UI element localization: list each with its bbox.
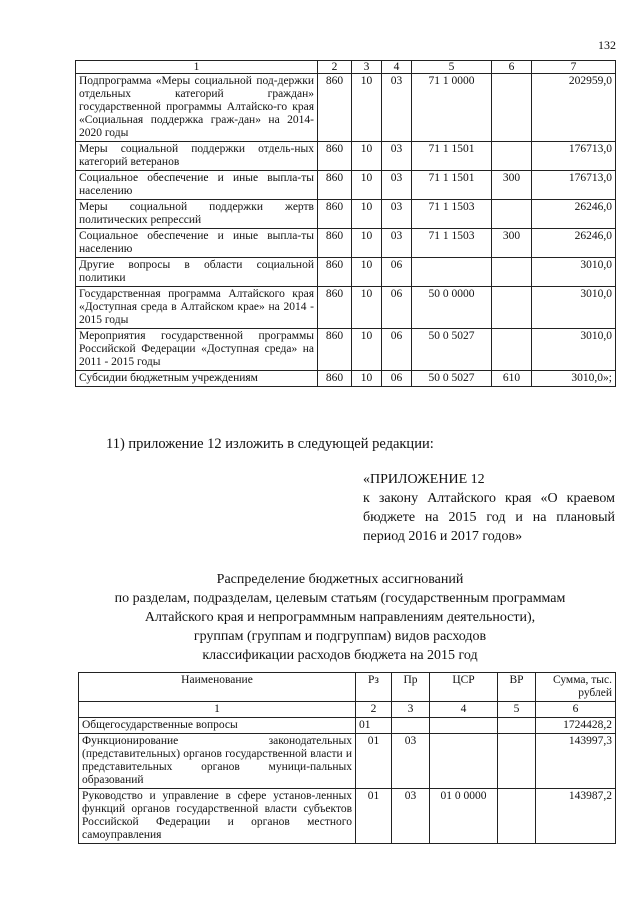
budget-distribution-table: [78, 672, 616, 844]
row-name: Другие вопросы в области социальной политики: [76, 258, 318, 287]
page-number: 132: [598, 38, 616, 52]
row-expense-type: 610: [492, 371, 532, 387]
row-expense-type: [492, 258, 532, 287]
table-row: [76, 371, 616, 387]
row-pr: [392, 718, 430, 734]
row-name: Социальное обеспечение и иные выпла-ты населению: [76, 171, 318, 200]
row-section: 10: [352, 229, 382, 258]
distribution-title-line: группам (группам и подгруппам) видов расходов: [193, 629, 487, 644]
row-name: Подпрограмма «Меры социальной под-держки отдельных категорий граждан» государственной программы Алтайско-го края «Социальная поддержка граж-дан» на 2014-2020 годы: [76, 74, 318, 142]
row-section: 10: [352, 74, 382, 142]
top-table-header-row: [76, 61, 616, 74]
distribution-title: [80, 570, 600, 665]
row-name: Общегосударственные вопросы: [79, 718, 356, 734]
header-sum: Сумма, тыс. рублей: [536, 673, 616, 702]
row-target-article: 71 1 1501: [412, 171, 492, 200]
header-rz: Рз: [356, 673, 392, 702]
header-name: Наименование: [79, 673, 356, 702]
row-amount: 26246,0: [532, 200, 616, 229]
table-row: [76, 229, 616, 258]
bottom-col-4-number: 4: [430, 702, 498, 718]
distribution-title-line: классификации расходов бюджета на 2015 год: [202, 648, 478, 663]
row-csr: [430, 718, 498, 734]
row-ministry-code: 860: [318, 142, 352, 171]
row-name: Мероприятия государственной программы Российской Федерации «Доступная среда» на 2011 - 2015 годы: [76, 329, 318, 371]
row-target-article: 71 1 1503: [412, 229, 492, 258]
row-expense-type: [492, 200, 532, 229]
row-pr: 03: [392, 734, 430, 789]
row-amount: 3010,0: [532, 258, 616, 287]
row-expense-type: 300: [492, 171, 532, 200]
distribution-title-line: по разделам, подразделам, целевым статьям (государственным программам: [114, 591, 566, 606]
row-amount: 26246,0: [532, 229, 616, 258]
row-vr: [498, 734, 536, 789]
amendment-text: 11) приложение 12 изложить в следующей редакции:: [106, 436, 434, 452]
table-row: [76, 258, 616, 287]
bottom-col-5-number: 5: [498, 702, 536, 718]
table-row: [79, 734, 616, 789]
row-ministry-code: 860: [318, 171, 352, 200]
row-subsection: 03: [382, 200, 412, 229]
table-row: [76, 200, 616, 229]
bottom-table-header-row: [79, 673, 616, 702]
row-name: Функционирование законодательных (представительных) органов государственной власти и представительных органов муници-пальных образований: [79, 734, 356, 789]
header-csr: ЦСР: [430, 673, 498, 702]
top-col-6-number: 6: [492, 61, 532, 74]
row-ministry-code: 860: [318, 329, 352, 371]
bottom-col-3-number: 3: [392, 702, 430, 718]
row-amount: 3010,0»;: [532, 371, 616, 387]
row-ministry-code: 860: [318, 258, 352, 287]
row-rz: 01: [356, 734, 392, 789]
row-target-article: 50 0 5027: [412, 371, 492, 387]
row-amount: 176713,0: [532, 142, 616, 171]
table-row: [76, 329, 616, 371]
row-sum: 1724428,2: [536, 718, 616, 734]
appendix-block: [363, 470, 615, 546]
row-expense-type: [492, 74, 532, 142]
table-row: [79, 718, 616, 734]
top-col-5-number: 5: [412, 61, 492, 74]
table-row: [76, 171, 616, 200]
row-rz: 01: [356, 718, 392, 734]
row-section: 10: [352, 287, 382, 329]
table-row: [76, 287, 616, 329]
row-amount: 176713,0: [532, 171, 616, 200]
row-name: Меры социальной поддержки отдель-ных категорий ветеранов: [76, 142, 318, 171]
row-section: 10: [352, 329, 382, 371]
top-col-1-number: 1: [76, 61, 318, 74]
row-ministry-code: 860: [318, 200, 352, 229]
row-expense-type: 300: [492, 229, 532, 258]
top-col-7-number: 7: [532, 61, 616, 74]
row-vr: [498, 789, 536, 844]
header-pr: Пр: [392, 673, 430, 702]
row-subsection: 06: [382, 258, 412, 287]
row-sum: 143997,3: [536, 734, 616, 789]
row-target-article: 50 0 0000: [412, 287, 492, 329]
row-section: 10: [352, 142, 382, 171]
row-ministry-code: 860: [318, 74, 352, 142]
distribution-title-line: Распределение бюджетных ассигнований: [216, 572, 464, 587]
row-expense-type: [492, 287, 532, 329]
row-section: 10: [352, 371, 382, 387]
row-target-article: 71 1 1503: [412, 200, 492, 229]
row-section: 10: [352, 258, 382, 287]
header-vr: ВР: [498, 673, 536, 702]
top-col-2-number: 2: [318, 61, 352, 74]
row-ministry-code: 860: [318, 287, 352, 329]
row-ministry-code: 860: [318, 229, 352, 258]
row-amount: 202959,0: [532, 74, 616, 142]
top-expense-table: [75, 60, 616, 387]
row-amount: 3010,0: [532, 329, 616, 371]
row-amount: 3010,0: [532, 287, 616, 329]
table-row: [76, 142, 616, 171]
row-csr: 01 0 0000: [430, 789, 498, 844]
row-name: Субсидии бюджетным учреждениям: [76, 371, 318, 387]
row-expense-type: [492, 329, 532, 371]
row-name: Меры социальной поддержки жертв политических репрессий: [76, 200, 318, 229]
distribution-title-line: Алтайского края и непрограммным направлениям деятельности),: [144, 610, 536, 625]
row-subsection: 03: [382, 74, 412, 142]
table-row: [79, 789, 616, 844]
row-sum: 143987,2: [536, 789, 616, 844]
row-vr: [498, 718, 536, 734]
top-col-4-number: 4: [382, 61, 412, 74]
row-target-article: 50 0 5027: [412, 329, 492, 371]
row-expense-type: [492, 142, 532, 171]
row-name: Социальное обеспечение и иные выпла-ты населению: [76, 229, 318, 258]
bottom-col-1-number: 1: [79, 702, 356, 718]
row-ministry-code: 860: [318, 371, 352, 387]
appendix-title: «ПРИЛОЖЕНИЕ 12: [363, 472, 485, 487]
row-target-article: 71 1 0000: [412, 74, 492, 142]
row-subsection: 03: [382, 142, 412, 171]
bottom-table-number-row: [79, 702, 616, 718]
row-csr: [430, 734, 498, 789]
row-subsection: 03: [382, 229, 412, 258]
row-section: 10: [352, 200, 382, 229]
row-subsection: 06: [382, 287, 412, 329]
row-subsection: 06: [382, 371, 412, 387]
row-subsection: 06: [382, 329, 412, 371]
row-name: Руководство и управление в сфере установ-ленных функций органов государственной власти субъектов Российской Федерации и органов местного самоуправления: [79, 789, 356, 844]
row-rz: 01: [356, 789, 392, 844]
row-target-article: 71 1 1501: [412, 142, 492, 171]
row-subsection: 03: [382, 171, 412, 200]
bottom-col-2-number: 2: [356, 702, 392, 718]
row-target-article: [412, 258, 492, 287]
table-row: [76, 74, 616, 142]
row-pr: 03: [392, 789, 430, 844]
appendix-body: к закону Алтайского края «О краевом бюджете на 2015 год и на плановый период 2016 и 2017 годов»: [363, 491, 615, 544]
bottom-col-6-number: 6: [536, 702, 616, 718]
row-section: 10: [352, 171, 382, 200]
top-col-3-number: 3: [352, 61, 382, 74]
row-name: Государственная программа Алтайского края «Доступная среда в Алтайском крае» на 2014 - 2015 годы: [76, 287, 318, 329]
